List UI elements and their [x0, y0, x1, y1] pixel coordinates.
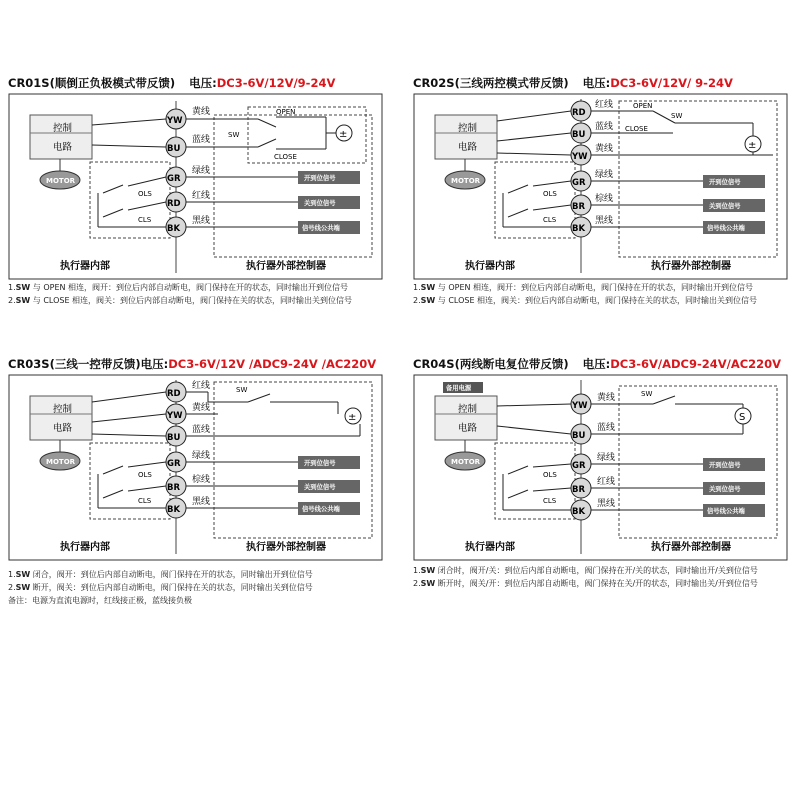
svg-text:开到位信号: 开到位信号 [709, 462, 741, 469]
wire-label: 红线 [597, 477, 616, 487]
open-label: OPEN [633, 102, 653, 110]
close-label: CLOSE [625, 125, 648, 133]
panel-title [413, 75, 733, 91]
wire-label: 绿线 [595, 170, 614, 180]
node-code: RD [167, 199, 181, 209]
wire-label: 蓝线 [192, 135, 211, 145]
svg-text:BU: BU [167, 433, 181, 443]
power-symbol: ± [748, 140, 757, 151]
note-line: 2.SW 断开，阀关：到位后内部自动断电，阀门保持在关的状态，同时输出关到位信号 [8, 583, 313, 592]
cls-label: CLS [543, 497, 557, 505]
wire-label: 黄线 [597, 393, 616, 403]
sw-label: SW [228, 131, 240, 139]
node-code: BK [167, 224, 181, 234]
panel-title [8, 75, 335, 91]
circuit-label: 电路 [53, 142, 73, 153]
svg-text:BK: BK [572, 224, 586, 234]
wire-label: 绿线 [192, 166, 211, 176]
external-label: 执行器外部控制器 [246, 542, 326, 553]
sw-label: SW [236, 386, 248, 394]
wire-label: 棕线 [595, 194, 614, 204]
wiring-diagram [413, 374, 793, 564]
node-code: YW [167, 116, 183, 126]
cls-label: CLS [543, 216, 557, 224]
svg-text:开到位信号: 开到位信号 [304, 175, 336, 182]
dpdt-switch [258, 117, 326, 149]
wire-label: 绿线 [192, 451, 211, 461]
wire-label: 黑线 [192, 216, 211, 226]
wire-label: 红线 [595, 100, 614, 110]
svg-text:BK: BK [572, 507, 586, 517]
circuit-label: 电路 [458, 142, 478, 153]
ols-label: OLS [543, 471, 557, 479]
svg-text:GR: GR [572, 178, 586, 188]
note-line: 1.SW 与 OPEN 相连，阀开：到位后内部自动断电，阀门保持在开的状态，同时输出开到位信号 [8, 283, 349, 292]
svg-text:BU: BU [572, 431, 586, 441]
svg-text:YW: YW [572, 401, 588, 411]
svg-text:BK: BK [167, 505, 181, 515]
cls-label: CLS [138, 216, 152, 224]
wire-label: 黑线 [597, 499, 616, 509]
svg-text:开到位信号: 开到位信号 [304, 460, 336, 467]
control-label: 控制 [458, 123, 478, 134]
wire-label: 黄线 [192, 107, 211, 117]
svg-text:RD: RD [167, 389, 181, 399]
wiring-diagram [8, 93, 388, 283]
svg-text:开到位信号: 开到位信号 [709, 179, 741, 186]
notes [413, 564, 783, 590]
ols-label: OLS [138, 190, 152, 198]
svg-text:BR: BR [572, 485, 586, 495]
svg-text:BR: BR [167, 483, 181, 493]
wire-label: 黑线 [595, 216, 614, 226]
voltage-label: 电压: [582, 76, 611, 90]
motor-label: MOTOR [451, 177, 481, 185]
wire-label: 棕线 [192, 475, 211, 485]
internal-label: 执行器内部 [465, 261, 515, 272]
cls-label: CLS [138, 497, 152, 505]
model-title: CR03S(三线一控带反馈) [8, 357, 141, 371]
voltage-value: DC3-6V/ADC9-24V/AC220V [610, 357, 782, 371]
svg-text:BR: BR [572, 202, 586, 212]
ols-label: OLS [138, 471, 152, 479]
svg-text:YW: YW [572, 152, 588, 162]
svg-text:关到位信号: 关到位信号 [709, 203, 741, 210]
voltage-value: DC3-6V/12V/ 9-24V [610, 76, 733, 90]
voltage-value: DC3-6V/12V /ADC9-24V /AC220V [168, 357, 377, 371]
external-label: 执行器外部控制器 [246, 261, 326, 272]
wire-label: 绿线 [597, 453, 616, 463]
note-line: 2.SW 断开时，阀关/开：到位后内部自动断电，阀门保持在关/开的状态，同时输出关/开到位信号 [413, 579, 758, 588]
svg-text:信号线公共端: 信号线公共端 [707, 508, 745, 515]
svg-text:关到位信号: 关到位信号 [304, 200, 336, 207]
svg-text:YW: YW [167, 411, 183, 421]
svg-text:信号线公共端: 信号线公共端 [302, 225, 340, 232]
wire-label: 红线 [192, 381, 211, 391]
wire-label: 黄线 [595, 144, 614, 154]
note-line: 2.SW 与 CLOSE 相连，阀关：到位后内部自动断电，阀门保持在关的状态，同时输出关到位信号 [8, 296, 353, 305]
terminal-nodes [166, 109, 186, 237]
motor-label: MOTOR [46, 177, 76, 185]
svg-text:GR: GR [167, 459, 181, 469]
open-label: OPEN [276, 108, 296, 116]
model-title: CR01S(顺倒正负极模式带反馈) [8, 76, 176, 90]
power-symbol: ± [348, 412, 357, 423]
terminal-nodes [571, 394, 591, 520]
control-label: 控制 [53, 404, 73, 415]
note-line: 1.SW 闭合时，阀开/关：到位后内部自动断电，阀门保持在开/关的状态，同时输出开/关到位信号 [413, 566, 758, 575]
svg-text:信号线公共端: 信号线公共端 [707, 225, 745, 232]
wiring-diagram [413, 93, 793, 283]
external-label: 执行器外部控制器 [651, 542, 731, 553]
notes [413, 281, 783, 307]
wire-label: 蓝线 [595, 122, 614, 132]
circuit-label: 电路 [53, 423, 73, 434]
power-symbol: S [739, 412, 746, 423]
internal-label: 执行器内部 [60, 261, 110, 272]
model-title: CR02S(三线两控模式带反馈) [413, 76, 569, 90]
voltage-label: 电压: [140, 357, 169, 371]
panel-title [413, 356, 781, 372]
svg-text:信号线公共端: 信号线公共端 [302, 506, 340, 513]
control-label: 控制 [458, 404, 478, 415]
notes [8, 281, 378, 307]
svg-text:GR: GR [572, 461, 586, 471]
close-label: CLOSE [274, 153, 297, 161]
wire-label: 黑线 [192, 497, 211, 507]
sw-label: SW [671, 112, 683, 120]
svg-text:BU: BU [572, 130, 586, 140]
note-line: 2.SW 与 CLOSE 相连，阀关：到位后内部自动断电，阀门保持在关的状态，同时输出关到位信号 [413, 296, 758, 305]
node-code: BU [167, 144, 181, 154]
internal-label: 执行器内部 [60, 542, 110, 553]
power-symbol: ± [339, 129, 348, 140]
wire-label: 蓝线 [597, 423, 616, 433]
panel-title [8, 356, 376, 372]
wire-label: 蓝线 [192, 425, 211, 435]
note-line: 1.SW 与 OPEN 相连，阀开：到位后内部自动断电，阀门保持在开的状态，同时输出开到位信号 [413, 283, 754, 292]
internal-label: 执行器内部 [465, 542, 515, 553]
node-code: GR [167, 174, 181, 184]
voltage-label: 电压: [582, 357, 611, 371]
limit-switches [98, 185, 123, 217]
circuit-label: 电路 [458, 423, 478, 434]
voltage-value: DC3-6V/12V/9-24V [216, 76, 336, 90]
control-label: 控制 [53, 123, 73, 134]
ols-label: OLS [543, 190, 557, 198]
note-line: 备注：电源为直流电源时，红线接正极，蓝线接负极 [8, 596, 192, 605]
notes [8, 568, 378, 607]
voltage-label: 电压: [189, 76, 217, 90]
wire-label: 红线 [192, 191, 211, 201]
note-line: 1.SW 闭合，阀开：到位后内部自动断电，阀门保持在开的状态，同时输出开到位信号 [8, 570, 313, 579]
svg-text:关到位信号: 关到位信号 [709, 486, 741, 493]
motor-label: MOTOR [451, 458, 481, 466]
model-title: CR04S(两线断电复位带反馈) [413, 357, 569, 371]
sw-label: SW [641, 390, 653, 398]
svg-text:RD: RD [572, 108, 586, 118]
external-label: 执行器外部控制器 [651, 261, 731, 272]
svg-text:关到位信号: 关到位信号 [304, 484, 336, 491]
wire-label: 黄线 [192, 403, 211, 413]
backup-power-label: 备用电源 [446, 385, 472, 392]
motor-label: MOTOR [46, 458, 76, 466]
wiring-diagram [8, 374, 388, 564]
